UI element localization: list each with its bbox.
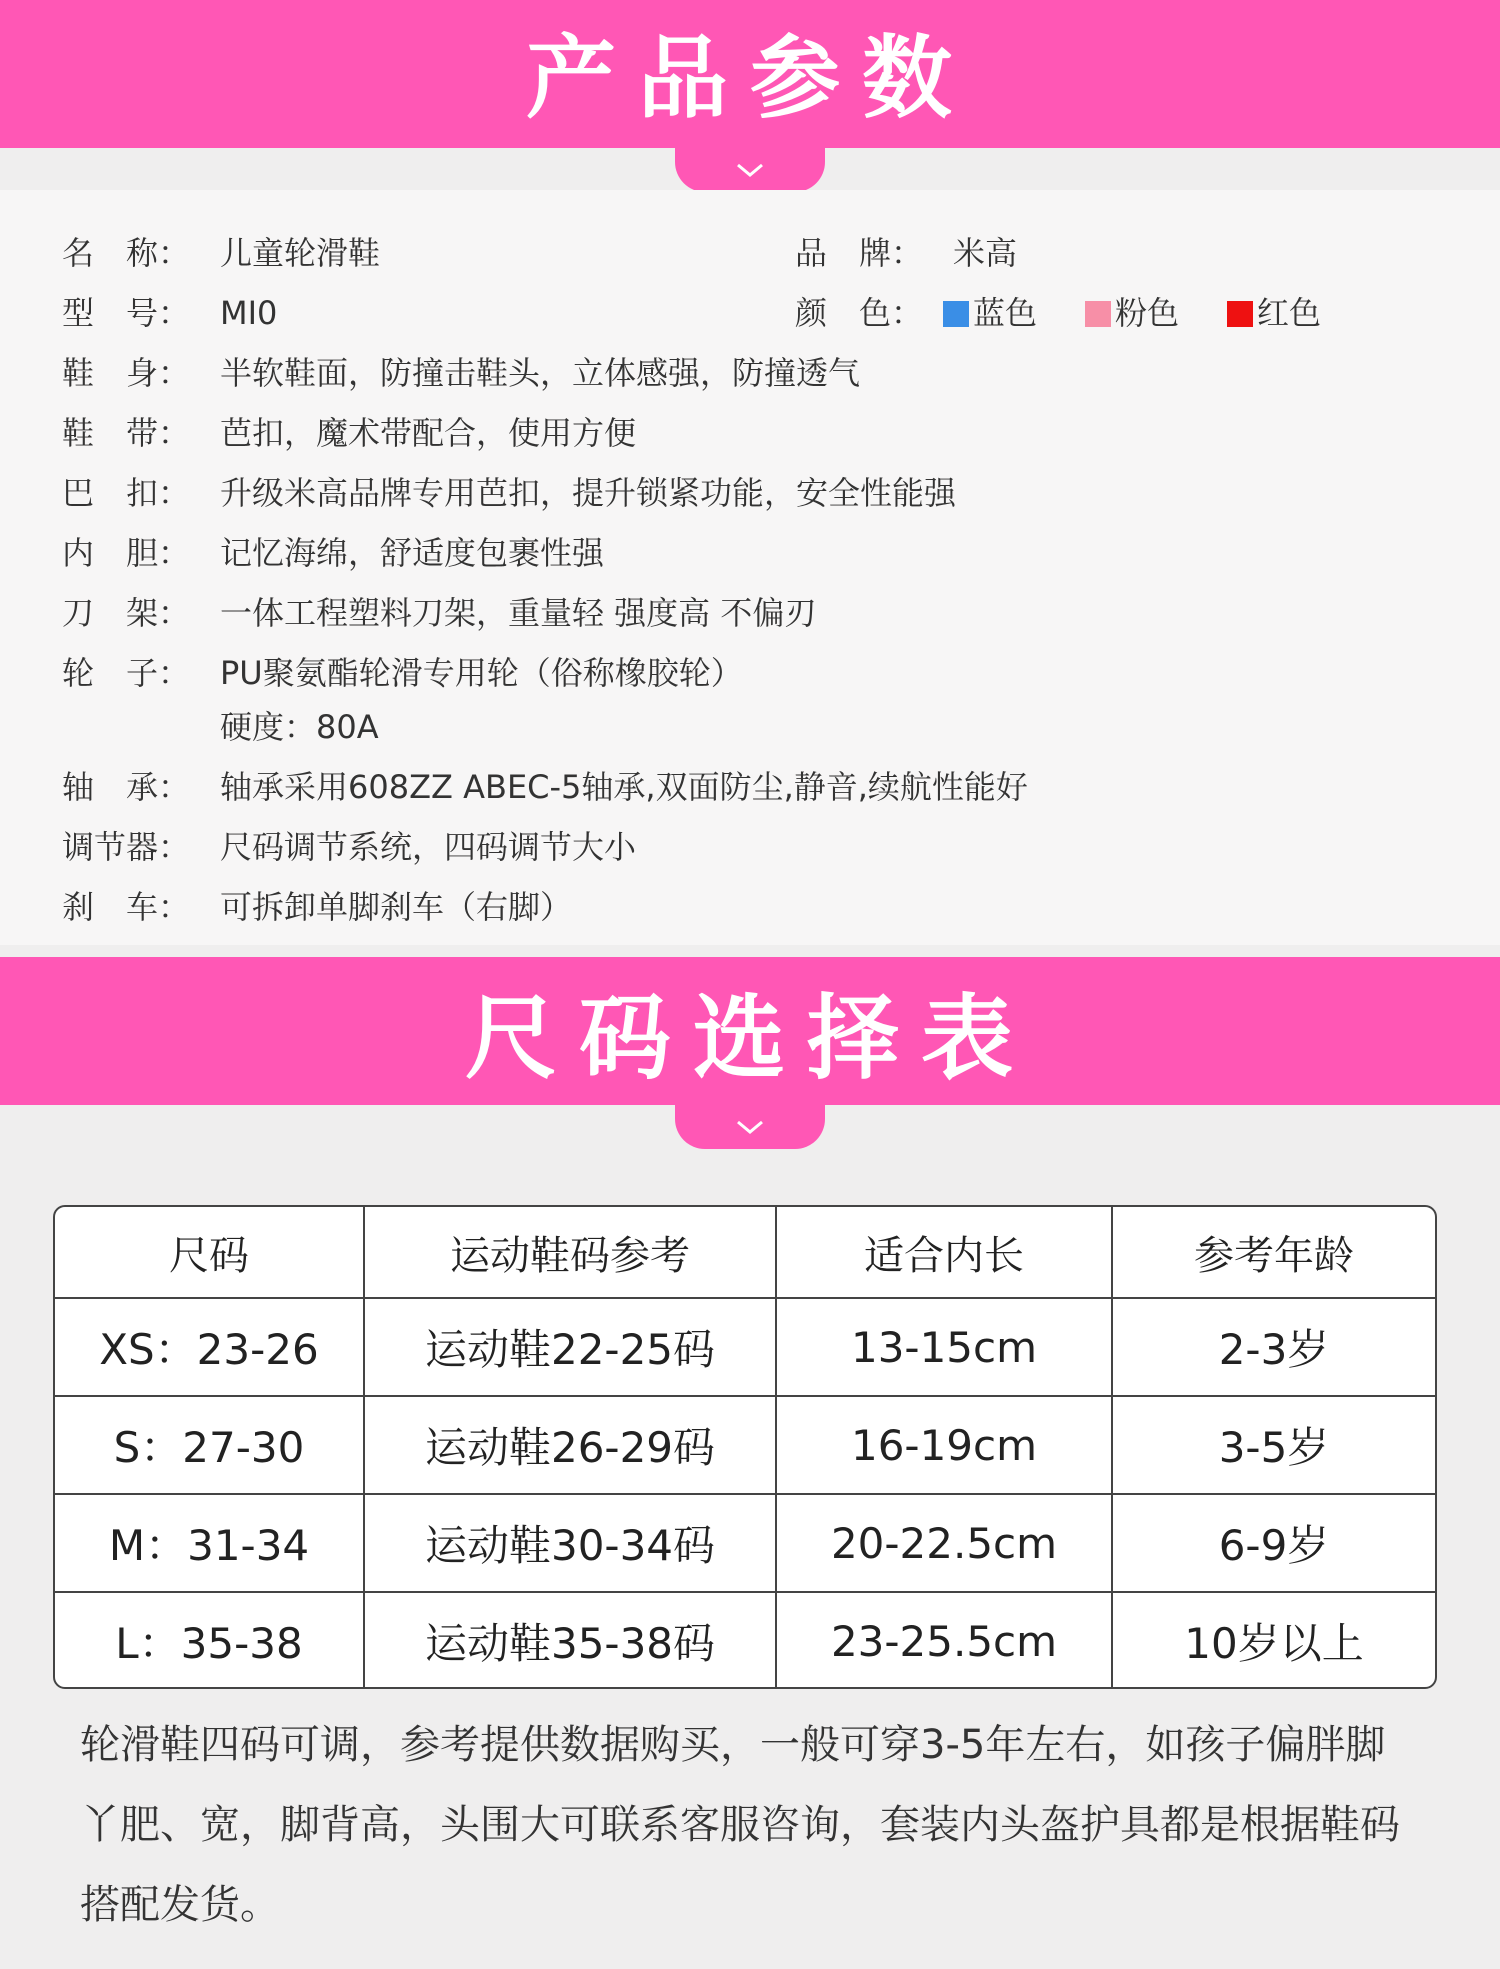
table-cell: 运动鞋26-29码 <box>365 1397 777 1493</box>
param-label: 刹 车： <box>62 888 191 926</box>
color-swatch <box>1227 301 1253 327</box>
params-banner <box>0 0 1500 148</box>
param-label: 刀 架： <box>62 594 191 632</box>
param-label: 颜 色： <box>795 294 924 332</box>
param-label: 鞋 身： <box>62 354 191 392</box>
table-cell: 20-22.5cm <box>777 1495 1113 1591</box>
param-value: 升级米高品牌专用芭扣，提升锁紧功能，安全性能强 <box>220 474 957 512</box>
param-adjuster <box>62 822 636 872</box>
color-swatch <box>1085 301 1111 327</box>
table-row <box>55 1299 1435 1397</box>
table-row <box>55 1397 1435 1495</box>
table-header-cell: 适合内长 <box>777 1207 1113 1297</box>
param-value: 芭扣，魔术带配合，使用方便 <box>220 414 637 452</box>
param-label: 鞋 带： <box>62 414 191 452</box>
param-value: 儿童轮滑鞋 <box>220 234 381 272</box>
param-name <box>62 228 380 278</box>
table-cell: 运动鞋35-38码 <box>365 1593 777 1689</box>
param-buckle <box>62 468 956 518</box>
table-header-row <box>55 1207 1435 1299</box>
size-banner-tab <box>675 1105 825 1149</box>
table-cell: 运动鞋30-34码 <box>365 1495 777 1591</box>
table-row <box>55 1593 1435 1689</box>
size-banner <box>0 957 1500 1105</box>
table-cell: 13-15cm <box>777 1299 1113 1395</box>
param-label: 调节器： <box>62 828 191 866</box>
param-label: 巴 扣： <box>62 474 191 512</box>
size-table <box>53 1205 1437 1689</box>
params-title: 产品参数 <box>526 26 974 131</box>
param-wheel-hardness <box>62 702 379 752</box>
chevron-down-icon <box>735 162 765 178</box>
param-brake <box>62 882 572 932</box>
color-option-blue <box>943 288 1037 338</box>
color-option-red <box>1227 288 1321 338</box>
table-cell: 23-25.5cm <box>777 1593 1113 1689</box>
param-value: 一体工程塑料刀架，重量轻 强度高 不偏刃 <box>220 594 817 632</box>
param-value: 可拆卸单脚刹车（右脚） <box>220 888 573 926</box>
param-label: 品 牌： <box>795 234 924 272</box>
param-strap <box>62 408 636 458</box>
param-label: 轮 子： <box>62 654 191 692</box>
param-color <box>795 288 1369 338</box>
table-cell: 6-9岁 <box>1218 1521 1330 1570</box>
color-name: 蓝色 <box>973 294 1038 332</box>
param-label: 轴 承： <box>62 768 191 806</box>
color-name: 粉色 <box>1115 294 1180 332</box>
param-label: 型 号： <box>62 294 191 332</box>
params-banner-tab <box>675 148 825 192</box>
table-cell: M：31-34 <box>55 1495 365 1591</box>
table-cell: 16-19cm <box>777 1397 1113 1493</box>
param-label: 名 称： <box>62 234 191 272</box>
table-header-cell: 参考年龄 <box>1194 1232 1354 1279</box>
table-cell: 10岁以上 <box>1184 1619 1364 1668</box>
table-cell: 3-5岁 <box>1218 1423 1330 1472</box>
param-value: 尺码调节系统，四码调节大小 <box>220 828 637 866</box>
param-model <box>62 288 277 338</box>
chevron-down-icon <box>735 1119 765 1135</box>
size-title: 尺码选择表 <box>464 985 1035 1092</box>
param-brand <box>795 228 1017 278</box>
param-bearing <box>62 762 1028 812</box>
param-value: 轴承采用608ZZ ABEC-5轴承,双面防尘,静音,续航性能好 <box>220 768 1028 806</box>
param-value: MI0 <box>220 294 278 332</box>
table-cell: XS：23-26 <box>55 1299 365 1395</box>
table-cell: 2-3岁 <box>1218 1325 1330 1374</box>
param-value: 记忆海绵，舒适度包裹性强 <box>220 534 605 572</box>
color-option-pink <box>1085 288 1179 338</box>
size-note: 轮滑鞋四码可调，参考提供数据购买，一般可穿3-5年左右，如孩子偏胖脚丫肥、宽，脚背高，头围大可联系客服咨询，套装内头盔护具都是根据鞋码搭配发货。 <box>80 1722 1400 1928</box>
param-value: PU聚氨酯轮滑专用轮（俗称橡胶轮） <box>220 654 743 692</box>
color-name: 红色 <box>1257 294 1322 332</box>
param-value: 硬度：80A <box>220 708 379 746</box>
param-value: 米高 <box>953 234 1018 272</box>
param-frame <box>62 588 816 638</box>
param-value: 半软鞋面，防撞击鞋头，立体感强，防撞透气 <box>220 354 861 392</box>
color-swatch <box>943 301 969 327</box>
table-header-cell: 尺码 <box>55 1207 365 1297</box>
table-cell: S：27-30 <box>55 1397 365 1493</box>
table-cell: L：35-38 <box>55 1593 365 1689</box>
table-row <box>55 1495 1435 1593</box>
table-header-cell: 运动鞋码参考 <box>365 1207 777 1297</box>
param-liner <box>62 528 604 578</box>
param-wheel <box>62 648 743 698</box>
param-label: 内 胆： <box>62 534 191 572</box>
param-body <box>62 348 860 398</box>
product-params <box>0 190 1500 945</box>
table-cell: 运动鞋22-25码 <box>365 1299 777 1395</box>
